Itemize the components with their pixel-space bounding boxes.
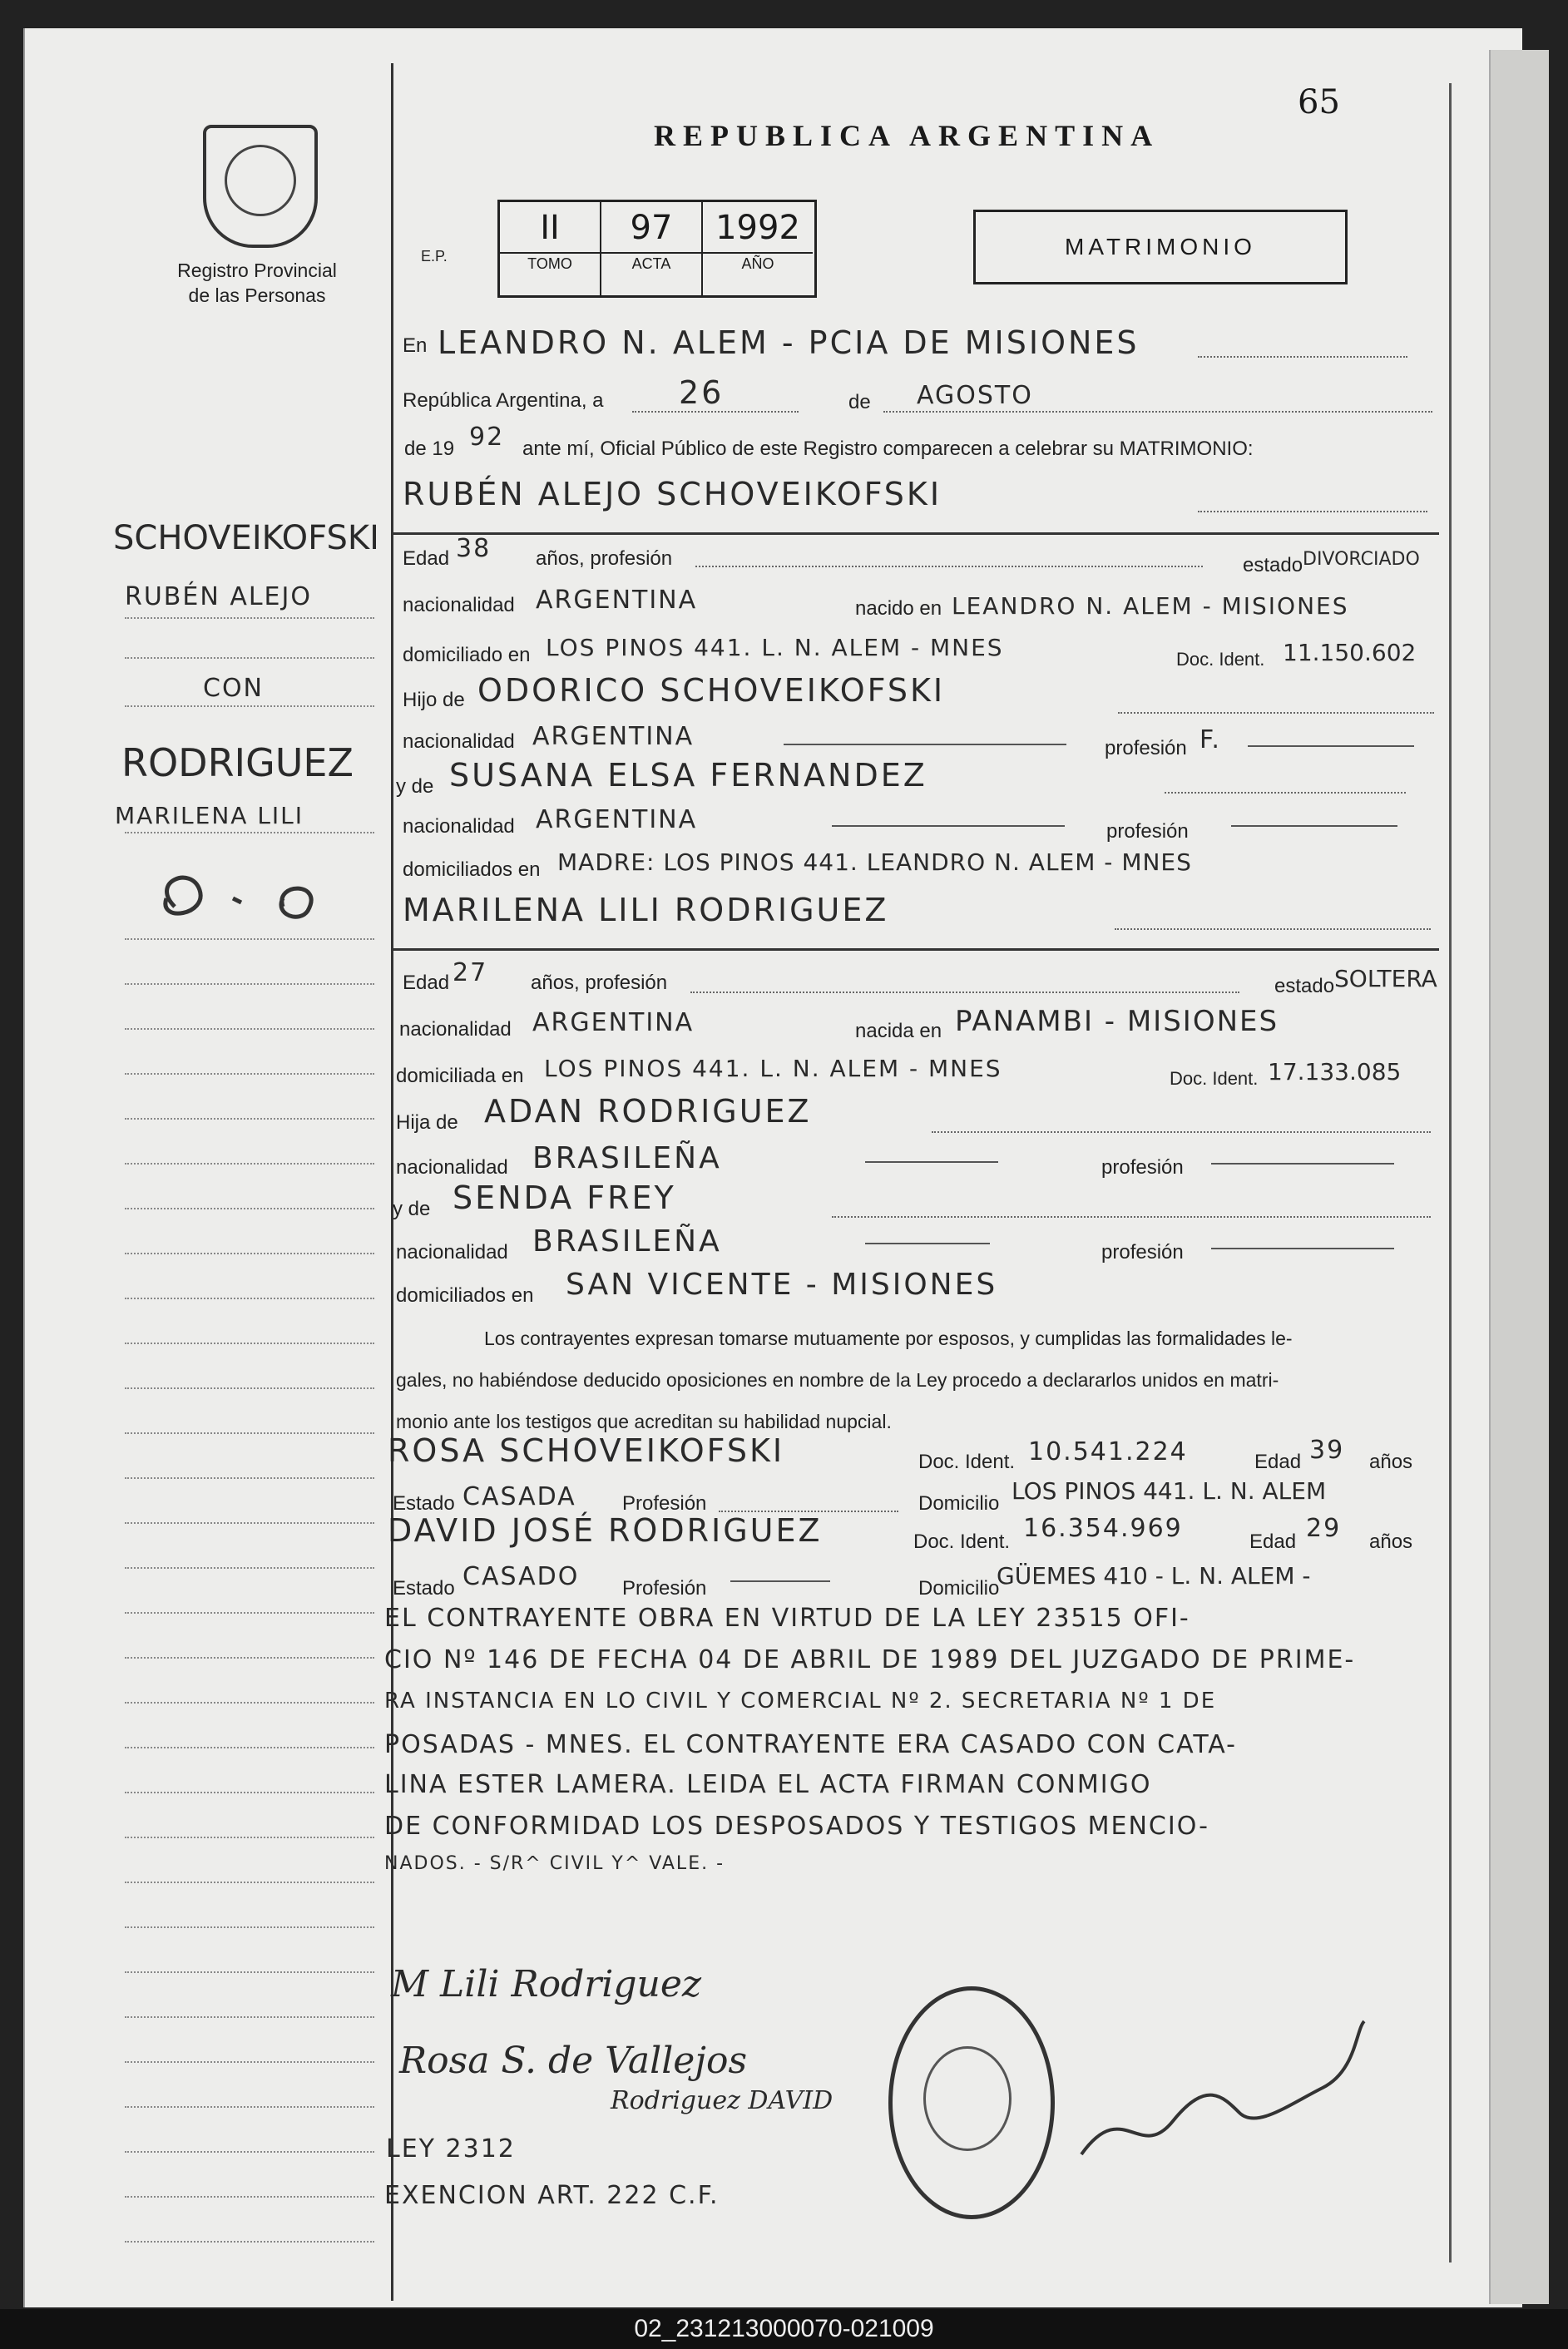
margin-rule-line: [125, 1208, 374, 1209]
margin-con: CON: [203, 674, 265, 703]
strike-line: [730, 1580, 830, 1582]
margin-rule-line: [125, 2196, 374, 2198]
groom-parents-address: MADRE: LOS PINOS 441. LEANDRO N. ALEM - MNES: [557, 848, 1192, 876]
small-mark: E.P.: [421, 248, 448, 265]
witness1-profesion-label: Profesión: [622, 1492, 707, 1515]
leader: [632, 411, 799, 413]
act-type-box: MATRIMONIO: [973, 210, 1348, 284]
anio-label: AÑO: [703, 252, 813, 273]
bride-doc: 17.133.085: [1268, 1058, 1402, 1085]
groom-father-prof-label: profesión: [1105, 737, 1187, 759]
registry-name-line2: de las Personas: [188, 284, 326, 306]
groom-nacido-label: nacido en: [855, 597, 942, 620]
stamp-emblem-icon: [923, 2046, 1012, 2151]
witness2-name: DAVID JOSÉ RODRIGUEZ: [388, 1512, 823, 1549]
margin-rule-line: [125, 983, 374, 985]
tomo-acta-anio-box: [497, 200, 817, 298]
month-value: AGOSTO: [917, 381, 1033, 410]
margin-rule-line: [125, 2151, 374, 2153]
strike-line: [1248, 745, 1414, 747]
witness2-estado: CASADO: [462, 1562, 580, 1591]
leader: [1115, 928, 1431, 930]
margin-rule-line: [125, 617, 374, 619]
leader: [883, 411, 1432, 413]
declaration-line-3: monio ante los testigos que acreditan su habilidad nupcial.: [396, 1411, 892, 1432]
witness2-address: GÜEMES 410 - L. N. ALEM -: [997, 1562, 1311, 1590]
page-edge: [1489, 50, 1549, 2304]
margin-rule-line: [125, 1971, 374, 1973]
note-line-2: CIO Nº 146 DE FECHA 04 DE ABRIL DE 1989 DEL JUZGADO DE PRIME-: [384, 1645, 1356, 1674]
day-value: 26: [679, 374, 725, 411]
bride-father: ADAN RODRIGUEZ: [484, 1093, 812, 1130]
declaration-line-1: Los contrayentes expresan tomarse mutuamente por esposos, y cumplidas las formalidades le-: [484, 1328, 1293, 1349]
witness1-estado-label: Estado: [393, 1492, 455, 1515]
country-title: REPUBLICA ARGENTINA: [654, 119, 1160, 152]
witness2-domicilio-label: Domicilio: [918, 1577, 1000, 1600]
bride-yde-label: y de: [393, 1198, 431, 1220]
strike-line: [1211, 1163, 1394, 1165]
intro-sentence: ante mí, Oficial Público de este Registro comparecen a celebrar su MATRIMONIO:: [522, 438, 1254, 460]
margin-rule-line: [125, 1253, 374, 1254]
margin-rule-line: [125, 1477, 374, 1479]
bride-parents-address: SAN VICENTE - MISIONES: [566, 1268, 998, 1302]
margin-rule-line: [125, 2016, 374, 2018]
strike-line: [784, 744, 1066, 745]
witness2-profesion-label: Profesión: [622, 1577, 707, 1600]
year-suffix: 92: [469, 423, 505, 452]
bride-full-name: MARILENA LILI RODRIGUEZ: [403, 892, 889, 928]
witness1-address: LOS PINOS 441. L. N. ALEM: [1012, 1477, 1327, 1505]
witness2-anos-label: años: [1369, 1531, 1413, 1553]
witness1-doc-label: Doc. Ident.: [918, 1451, 1016, 1473]
margin-rule-line: [125, 938, 374, 940]
margin-rule-line: [125, 832, 374, 833]
groom-edad-label: Edad: [403, 547, 450, 570]
strike-line: [1231, 825, 1397, 827]
acta-cell: [601, 202, 703, 295]
margin-rule-line: [125, 1612, 374, 1614]
note-line-5: LINA ESTER LAMERA. LEIDA EL ACTA FIRMAN CONMIGO: [384, 1770, 1152, 1799]
bride-edad-label: Edad: [403, 972, 450, 994]
scan-code: 02_231213000070-021009: [0, 2309, 1568, 2349]
signature-witness1: Rosa S. de Vallejos: [399, 2040, 748, 2082]
margin-rule-line: [125, 1163, 374, 1165]
margin-rule-line: [125, 2241, 374, 2243]
margin-rule-line: [125, 2061, 374, 2063]
leader: [1165, 792, 1406, 794]
note-line-7: NADOS. - S/R^ CIVIL Y^ VALE. -: [384, 1853, 725, 1874]
strike-line: [865, 1161, 998, 1163]
strike-line: [865, 1243, 990, 1244]
witness2-doc-label: Doc. Ident.: [913, 1531, 1011, 1553]
groom-birthplace: LEANDRO N. ALEM - MISIONES: [952, 592, 1349, 620]
leader: [1118, 712, 1434, 714]
margin-rule-line: [125, 1118, 374, 1120]
right-rule: [1449, 83, 1452, 2262]
margin-rule-line: [125, 1702, 374, 1704]
declaration-line-2: gales, no habiéndose deducido oposiciones en nombre de la Ley procedo a declararlos unidos en matri-: [396, 1369, 1279, 1391]
registry-name-line1: Registro Provincial: [177, 260, 337, 281]
strike-line: [832, 825, 1065, 827]
acta-label: ACTA: [601, 252, 701, 273]
leader: [932, 1131, 1431, 1133]
groom-estado: DIVORCIADO: [1303, 549, 1420, 570]
anio-value: 1992: [715, 209, 800, 247]
groom-anos-profesion-label: años, profesión: [536, 547, 673, 570]
bride-father-prof-label: profesión: [1101, 1156, 1184, 1179]
note-line-1: EL CONTRAYENTE OBRA EN VIRTUD DE LA LEY 23515 OFI-: [384, 1604, 1190, 1633]
year-prefix: de 19: [404, 438, 455, 460]
witness1-age: 39: [1309, 1436, 1345, 1465]
witness1-edad-label: Edad: [1254, 1451, 1302, 1473]
groom-mother: SUSANA ELSA FERNANDEZ: [449, 757, 927, 794]
margin-rule-line: [125, 1298, 374, 1299]
margin-rule-line: [125, 1028, 374, 1030]
groom-father: ODORICO SCHOVEIKOFSKI: [477, 672, 946, 709]
note-line-4: POSADAS - MNES. EL CONTRAYENTE ERA CASADO CON CATA-: [384, 1730, 1237, 1759]
margin-rule-line: [125, 1926, 374, 1928]
margin-rule-line: [125, 1747, 374, 1748]
margin-rule-line: [125, 1792, 374, 1793]
groom-yde-label: y de: [396, 775, 434, 798]
groom-domiciliados-label: domiciliados en: [403, 858, 541, 881]
margin-rule-line: [125, 1432, 374, 1434]
official-signature-icon: [1073, 1996, 1373, 2179]
bride-birthplace: PANAMBI - MISIONES: [955, 1005, 1279, 1038]
witness2-estado-label: Estado: [393, 1577, 455, 1600]
margin-groom-surname: SCHOVEIKOFSKI: [113, 519, 379, 557]
witness1-doc: 10.541.224: [1028, 1437, 1188, 1466]
groom-father-nationality: ARGENTINA: [532, 722, 695, 751]
leader: [695, 566, 1203, 567]
record-page: [23, 28, 1522, 2307]
tomo-label: TOMO: [500, 252, 600, 273]
place-value: LEANDRO N. ALEM - PCIA DE MISIONES: [438, 324, 1140, 361]
note-line-3: RA INSTANCIA EN LO CIVIL Y COMERCIAL Nº 2. SECRETARIA Nº 1 DE: [384, 1689, 1217, 1714]
margin-rule-line: [125, 1073, 374, 1075]
witness1-anos-label: años: [1369, 1451, 1413, 1473]
bride-mother-prof-label: profesión: [1101, 1241, 1184, 1264]
margin-rule-line: [125, 1657, 374, 1659]
groom-doc: 11.150.602: [1283, 639, 1417, 666]
bride-mother-nac-label: nacionalidad: [396, 1241, 508, 1264]
section-divider: [391, 532, 1439, 535]
section-divider: [391, 948, 1439, 951]
margin-rule-line: [125, 1522, 374, 1524]
margin-rule-line: [125, 657, 374, 659]
groom-address: LOS PINOS 441. L. N. ALEM - MNES: [546, 634, 1004, 661]
groom-father-nac-label: nacionalidad: [403, 730, 515, 753]
margin-groom-given: RUBÉN ALEJO: [125, 582, 312, 611]
exencion-note: EXENCION ART. 222 C.F.: [384, 2181, 720, 2210]
leader: [690, 992, 1239, 993]
groom-father-profession: F.: [1199, 725, 1221, 754]
groom-domiciliado-label: domiciliado en: [403, 644, 531, 666]
groom-nationality: ARGENTINA: [536, 586, 698, 615]
provincial-seal-icon: [203, 125, 318, 248]
witness2-doc: 16.354.969: [1023, 1514, 1183, 1543]
bride-father-nationality: BRASILEÑA: [532, 1141, 722, 1175]
bride-mother-nationality: BRASILEÑA: [532, 1224, 722, 1259]
leader: [832, 1216, 1431, 1218]
bride-nacida-label: nacida en: [855, 1020, 942, 1042]
bride-anos-profesion-label: años, profesión: [531, 972, 668, 994]
note-line-6: DE CONFORMIDAD LOS DESPOSADOS Y TESTIGOS MENCIO-: [384, 1812, 1209, 1841]
signature-witness2: Rodriguez DAVID: [611, 2086, 833, 2115]
bride-doc-label: Doc. Ident.: [1170, 1068, 1259, 1089]
margin-rule-line: [125, 705, 374, 707]
bride-father-nac-label: nacionalidad: [396, 1156, 508, 1179]
acta-value: 97: [630, 209, 673, 247]
witness1-name: ROSA SCHOVEIKOFSKI: [388, 1432, 785, 1469]
bride-hija-label: Hija de: [396, 1111, 458, 1134]
bride-age: 27: [453, 958, 488, 987]
bride-mother: SENDA FREY: [453, 1179, 676, 1216]
margin-rule-line: [125, 2106, 374, 2108]
signature-bride: M Lili Rodriguez: [391, 1963, 702, 2005]
witness2-edad-label: Edad: [1249, 1531, 1297, 1553]
groom-full-name: RUBÉN ALEJO SCHOVEIKOFSKI: [403, 476, 942, 512]
tomo-cell: [500, 202, 601, 295]
leader: [1198, 511, 1427, 512]
margin-rule-line: [125, 1882, 374, 1883]
bride-estado: SOLTERA: [1334, 965, 1437, 992]
leader: [1198, 356, 1407, 358]
bride-domiciliados-label: domiciliados en: [396, 1284, 534, 1307]
ley-note: LEY 2312: [386, 2134, 516, 2164]
bride-nationality: ARGENTINA: [532, 1008, 695, 1037]
margin-rule-line: [125, 1837, 374, 1838]
groom-nacionalidad-label: nacionalidad: [403, 594, 515, 616]
groom-mother-nac-label: nacionalidad: [403, 815, 515, 838]
groom-estado-label: estado: [1243, 554, 1303, 576]
republica-label: República Argentina, a: [403, 389, 604, 412]
groom-mother-prof-label: profesión: [1106, 820, 1189, 843]
margin-rule-line: [125, 1343, 374, 1344]
margin-bride-given: MARILENA LILI: [115, 802, 304, 829]
witness2-age: 29: [1306, 1514, 1342, 1543]
margin-initials-icon: [141, 865, 349, 932]
witness1-domicilio-label: Domicilio: [918, 1492, 1000, 1515]
groom-hijo-label: Hijo de: [403, 689, 465, 711]
bride-address: LOS PINOS 441. L. N. ALEM - MNES: [544, 1055, 1002, 1082]
groom-mother-nationality: ARGENTINA: [536, 805, 698, 834]
strike-line: [1211, 1248, 1394, 1249]
de-label: de: [848, 391, 871, 413]
bride-domiciliada-label: domiciliada en: [396, 1065, 524, 1087]
groom-doc-label: Doc. Ident.: [1176, 649, 1265, 670]
witness1-estado: CASADA: [462, 1482, 576, 1511]
en-label: En: [403, 334, 428, 357]
anio-cell: [703, 202, 813, 295]
margin-rule-line: [125, 1387, 374, 1389]
margin-rule-line: [125, 1567, 374, 1569]
margin-bride-surname: RODRIGUEZ: [121, 740, 354, 785]
page-number: 65: [1298, 83, 1340, 121]
bride-estado-label: estado: [1274, 975, 1335, 997]
bride-nacionalidad-label: nacionalidad: [399, 1018, 512, 1041]
groom-age: 38: [456, 534, 492, 563]
tomo-value: II: [540, 209, 560, 247]
